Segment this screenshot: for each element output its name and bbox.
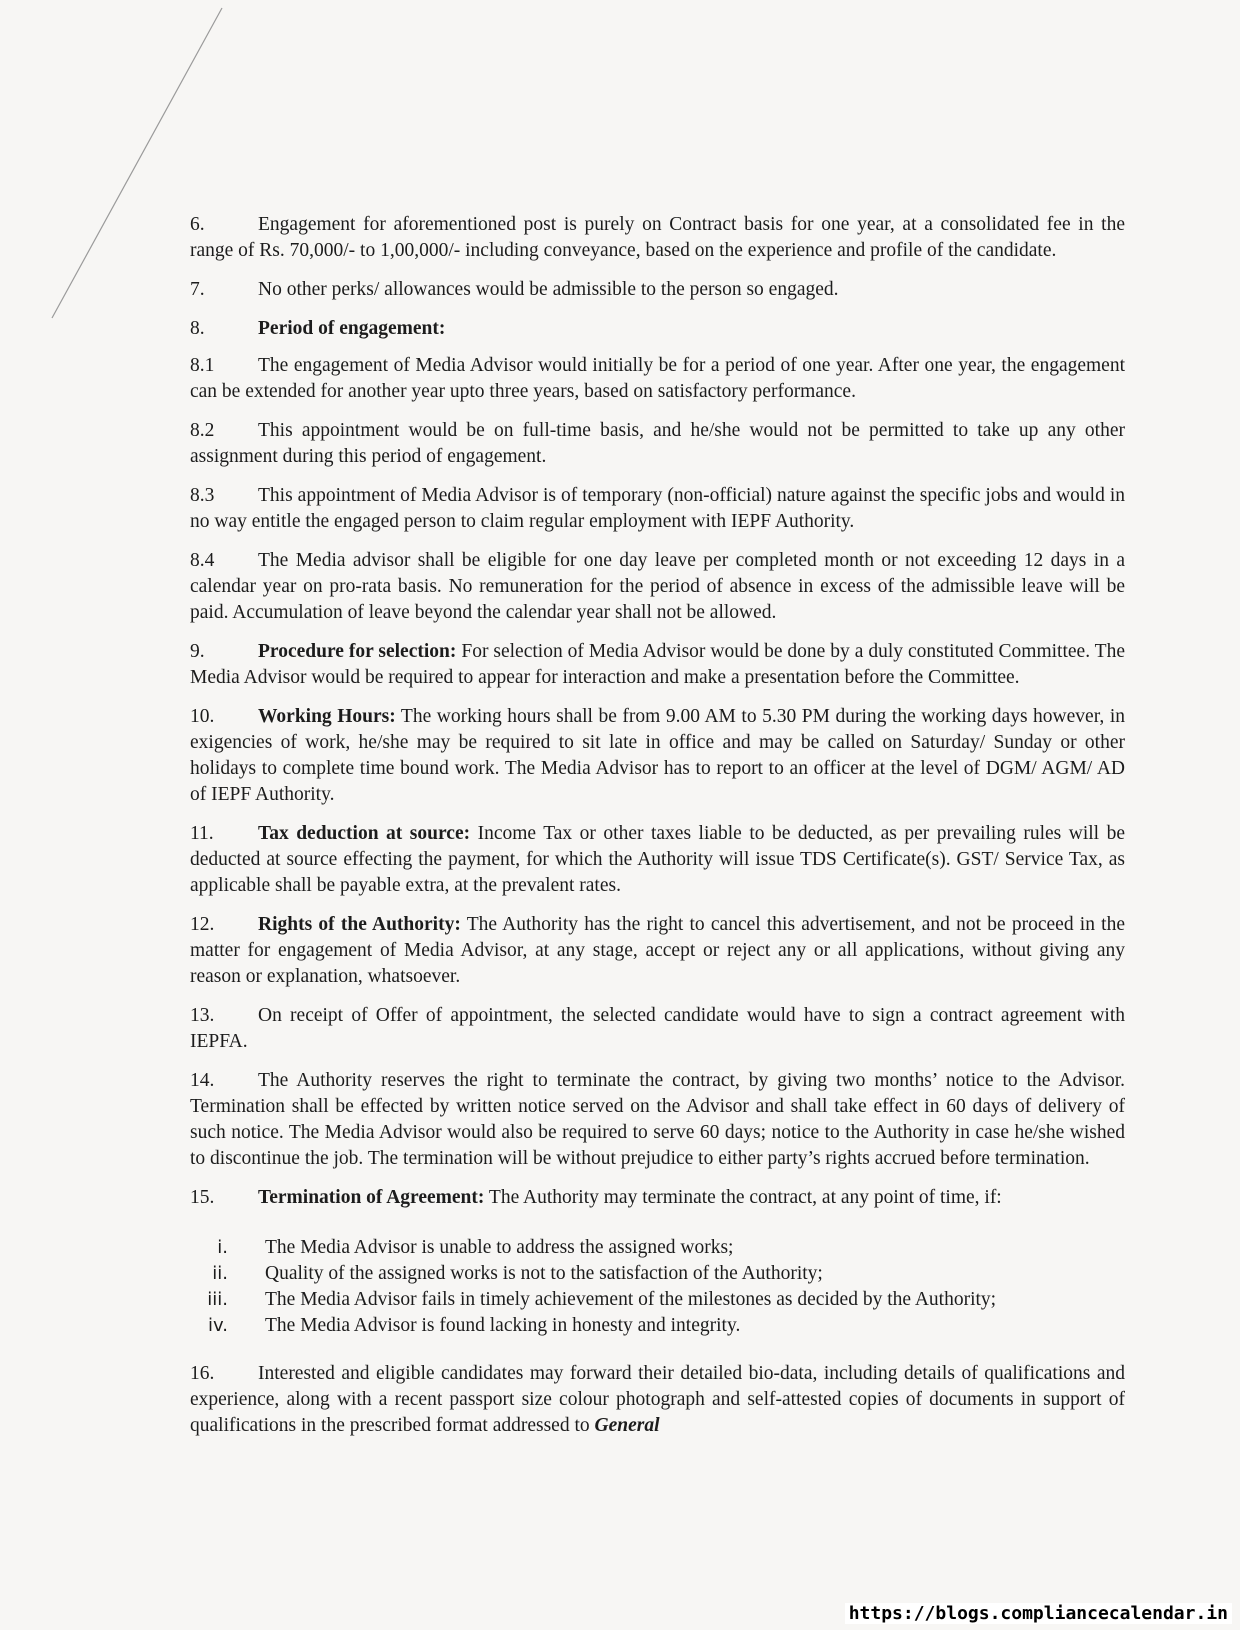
clause-text: On receipt of Offer of appointment, the selected candidate would have to sign a contract agreement with IEPFA.	[190, 1005, 1125, 1052]
termination-conditions-list	[190, 1235, 1125, 1339]
clause-number: 12.	[190, 914, 215, 935]
clause-10	[190, 704, 1125, 808]
document-page	[190, 212, 1125, 1452]
clause-6	[190, 212, 1125, 264]
list-numeral: iii.	[207, 1289, 228, 1310]
clause-number: 10.	[190, 706, 215, 727]
clause-number: 8.1	[190, 355, 215, 376]
clause-number: 6.	[190, 214, 205, 235]
clause-14	[190, 1068, 1125, 1172]
list-item-text: The Media Advisor is unable to address the assigned works;	[265, 1237, 734, 1258]
clause-15	[190, 1185, 1125, 1211]
clause-heading: Termination of Agreement:	[258, 1187, 485, 1208]
clause-13	[190, 1003, 1125, 1055]
clause-number: 14.	[190, 1070, 215, 1091]
clause-9	[190, 639, 1125, 691]
clause-number: 11.	[190, 823, 214, 844]
clause-heading: Rights of the Authority:	[258, 914, 461, 935]
list-numeral: iv.	[208, 1315, 228, 1336]
clause-8-4	[190, 548, 1125, 626]
clause-number: 8.3	[190, 485, 215, 506]
list-numeral: i.	[217, 1237, 228, 1258]
clause-text: Engagement for aforementioned post is purely on Contract basis for one year, at a consolidated fee in the range of Rs. 70,000/- to 1,00,000/- including conveyance, based on the experience and profile of the candidate.	[190, 214, 1125, 261]
clause-7	[190, 277, 1125, 303]
clause-number: 13.	[190, 1005, 215, 1026]
clause-heading: Procedure for selection:	[258, 641, 457, 662]
clause-text: For selection of Media Advisor would be done by a duly constituted Committee. The Media Advisor would be required to appear for interaction and make a presentation before the Committee.	[190, 641, 1125, 688]
list-item	[190, 1287, 1125, 1313]
clause-text: The Authority has the right to cancel this advertisement, and not be proceed in the matter for engagement of Media Advisor, at any stage, accept or reject any or all applications, without giving any reason or explanation, whatsoever.	[190, 914, 1125, 987]
clause-text: No other perks/ allowances would be admissible to the person so engaged.	[258, 279, 839, 300]
clause-text: The Authority may terminate the contract, at any point of time, if:	[488, 1187, 1002, 1208]
clause-8-2	[190, 418, 1125, 470]
clause-number: 15.	[190, 1187, 215, 1208]
clause-8	[190, 316, 1125, 342]
clause-number: 8.4	[190, 550, 215, 571]
list-item-text: The Media Advisor fails in timely achievement of the milestones as decided by the Authority;	[265, 1289, 997, 1310]
clause-text: This appointment would be on full-time basis, and he/she would not be permitted to take up any other assignment during this period of engagement.	[190, 420, 1125, 467]
clause-heading: Period of engagement:	[258, 318, 446, 339]
clause-heading: Tax deduction at source:	[258, 823, 471, 844]
clause-11	[190, 821, 1125, 899]
clause-number: 8.	[190, 318, 205, 339]
clause-text: The engagement of Media Advisor would initially be for a period of one year. After one year, the engagement can be extended for another year upto three years, based on satisfactory performance.	[190, 355, 1125, 402]
list-item	[190, 1235, 1125, 1261]
clause-8-1	[190, 353, 1125, 405]
clause-12	[190, 912, 1125, 990]
clause-number: 8.2	[190, 420, 215, 441]
list-numeral: ii.	[212, 1263, 228, 1284]
clause-text: The Media advisor shall be eligible for one day leave per completed month or not exceeding 12 days in a calendar year on pro-rata basis. No remuneration for the period of absence in excess of the admissible leave will be paid. Accumulation of leave beyond the calendar year shall not be allowed.	[190, 550, 1125, 623]
list-item-text: Quality of the assigned works is not to the satisfaction of the Authority;	[265, 1263, 823, 1284]
clause-text: This appointment of Media Advisor is of temporary (non-official) nature against the specific jobs and would in no way entitle the engaged person to claim regular employment with IEPF Authority.	[190, 485, 1125, 532]
clause-text: The Authority reserves the right to terminate the contract, by giving two months’ notice to the Advisor. Termination shall be effected by written notice served on the Advisor and shall take effect in 60 days of delivery of such notice. The Media Advisor would also be required to serve 60 days; notice to the Authority in case he/she wished to discontinue the job. The termination will be without prejudice to either party’s rights accrued before termination.	[190, 1070, 1125, 1169]
clause-emphasis: General	[594, 1415, 660, 1436]
clause-number: 7.	[190, 279, 205, 300]
clause-16	[190, 1361, 1125, 1439]
clause-8-3	[190, 483, 1125, 535]
list-item	[190, 1261, 1125, 1287]
clause-text: Income Tax or other taxes liable to be deducted, as per prevailing rules will be deducted at source effecting the payment, for which the Authority will issue TDS Certificate(s). GST/ Service Tax, as applicable shall be payable extra, at the prevalent rates.	[190, 823, 1125, 896]
clause-number: 9.	[190, 641, 205, 662]
clause-text: Interested and eligible candidates may forward their detailed bio-data, including details of qualifications and experience, along with a recent passport size colour photograph and self-attested copies of documents in support of qualifications in the prescribed format addressed to	[190, 1363, 1125, 1436]
list-item	[190, 1313, 1125, 1339]
clause-heading: Working Hours:	[258, 706, 396, 727]
clause-number: 16.	[190, 1363, 215, 1384]
source-watermark: https://blogs.compliancecalendar.in	[845, 1603, 1232, 1624]
list-item-text: The Media Advisor is found lacking in honesty and integrity.	[265, 1315, 741, 1336]
clause-text: The working hours shall be from 9.00 AM to 5.30 PM during the working days however, in exigencies of work, he/she may be required to sit late in office and may be called on Saturday/ Sunday or other holidays to complete time bound work. The Media Advisor has to report to an officer at the level of DGM/ AGM/ AD of IEPF Authority.	[190, 706, 1125, 805]
